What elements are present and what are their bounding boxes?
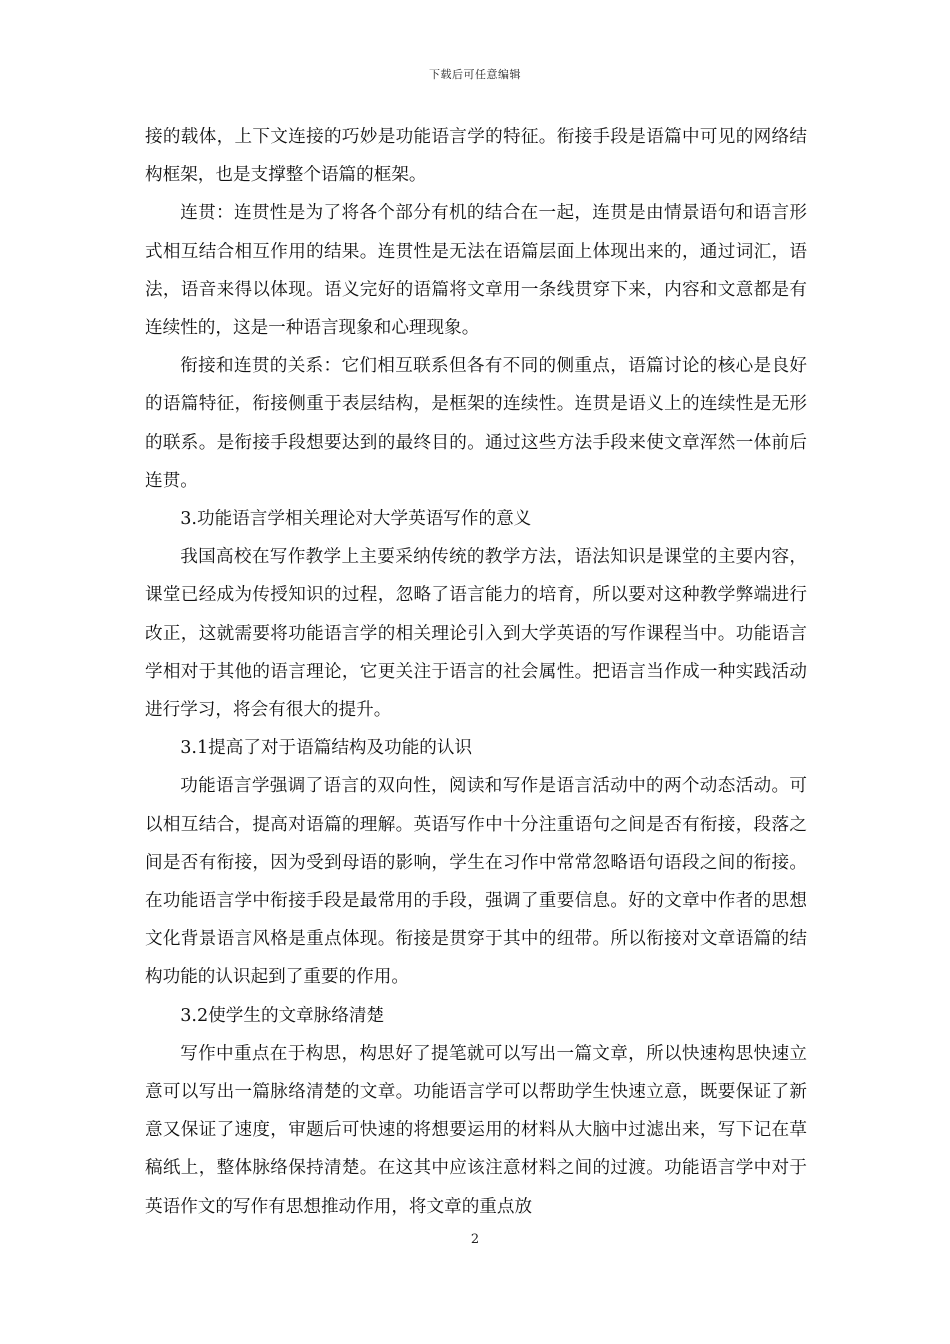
paragraph-continuation: 接的载体，上下文连接的巧妙是功能语言学的特征。衔接手段是语篇中可见的网络结构框架，也是支撑整个语篇的框架。 [145, 127, 807, 186]
paragraph-section-3-1: 功能语言学强调了语言的双向性，阅读和写作是语言活动中的两个动态活动。可以相互结合，提高对语篇的理解。英语写作中十分注重语句之间是否有衔接，段落之间是否有衔接，因为受到母语的影响，学生在习作中常常忽略语句语段之间的衔接。在功能语言学中衔接手段是最常用的手段，强调了重要信息。好的文章中作者的思想文化背景语言风格是重点体现。衔接是贯穿于其中的纽带。所以衔接对文章语篇的结构功能的认识起到了重要的作用。 [145, 776, 807, 988]
document-body [145, 118, 807, 1226]
paragraph-section-3-intro: 我国高校在写作教学上主要采纳传统的教学方法，语法知识是课堂的主要内容，课堂已经成为传授知识的过程，忽略了语言能力的培育，所以要对这种教学弊端进行改正，这就需要将功能语言学的相关理论引入到大学英语的写作课程当中。功能语言学相对于其他的语言理论，它更关注于语言的社会属性。把语言当作成一种实践活动进行学习，将会有很大的提升。 [145, 547, 807, 721]
section-heading-3: 3.功能语言学相关理论对大学英语写作的意义 [180, 509, 532, 530]
paragraph-coherence: 连贯：连贯性是为了将各个部分有机的结合在一起，连贯是由情景语句和语言形式相互结合相互作用的结果。连贯性是无法在语篇层面上体现出来的，通过词汇，语法，语音来得以体现。语义完好的语篇将文章用一条线贯穿下来，内容和文意都是有连续性的，这是一种语言现象和心理现象。 [145, 203, 807, 339]
section-heading-3-2: 3.2使学生的文章脉络清楚 [180, 1005, 385, 1026]
paragraph-section-3-2: 写作中重点在于构思，构思好了提笔就可以写出一篇文章，所以快速构思快速立意可以写出一篇脉络清楚的文章。功能语言学可以帮助学生快速立意，既要保证了新意又保证了速度，审题后可快速的将想要运用的材料从大脑中过滤出来，写下记在草稿纸上，整体脉络保持清楚。在这其中应该注意材料之间的过渡。功能语言学中对于英语作文的写作有思想推动作用，将文章的重点放 [145, 1043, 807, 1217]
page-number: 2 [470, 1232, 480, 1247]
page-header: 下载后可任意编辑 [429, 68, 521, 81]
paragraph-cohesion-coherence-relation: 衔接和连贯的关系：它们相互联系但各有不同的侧重点，语篇讨论的核心是良好的语篇特征，衔接侧重于表层结构，是框架的连续性。连贯是语义上的连续性是无形的联系。是衔接手段想要达到的最终目的。通过这些方法手段来使文章浑然一体前后连贯。 [145, 356, 807, 491]
section-heading-3-1: 3.1提高了对于语篇结构及功能的认识 [180, 738, 473, 759]
